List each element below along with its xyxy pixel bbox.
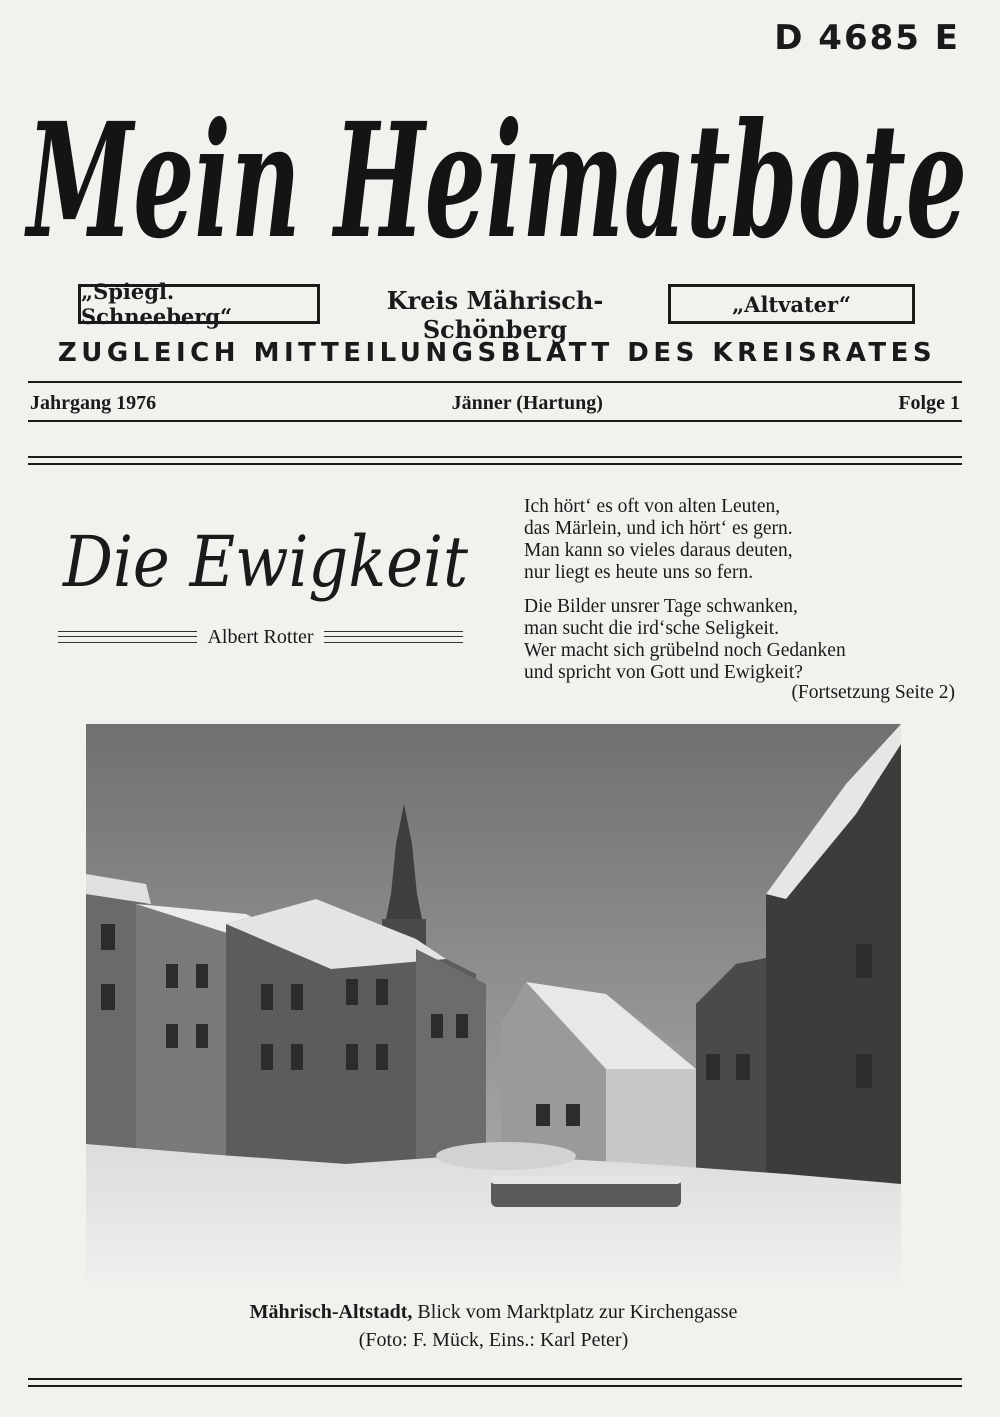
- divider-rule: [28, 463, 962, 465]
- divider-rule: [28, 456, 962, 458]
- town-square-photo: [86, 724, 901, 1286]
- region-right-label: „Altvater“: [732, 291, 851, 317]
- poem-line: nur liegt es heute uns so fern.: [524, 562, 754, 583]
- divider-rule: [28, 1378, 962, 1380]
- divider-rule: [28, 1385, 962, 1387]
- region-box-right: [668, 284, 915, 324]
- poem-line: man sucht die ird‘sche Seligkeit.: [524, 618, 780, 639]
- poem: [524, 496, 964, 696]
- article-title-graphic: [58, 508, 478, 608]
- continuation-note: (Fortsetzung Seite 2): [791, 682, 955, 703]
- poem-line: Wer macht sich grübelnd noch Gedanken: [524, 640, 846, 661]
- article-title: Die Ewigkeit: [61, 521, 469, 603]
- poem-line: Man kann so vieles daraus deuten,: [524, 540, 793, 561]
- poem-stanza: [524, 596, 964, 684]
- author-row: [58, 624, 463, 650]
- district-label: Kreis Mährisch-Schönberg: [386, 286, 604, 344]
- poem-stanza: [524, 496, 964, 584]
- region-box-left: [78, 279, 320, 329]
- volume-label: Jahrgang 1976: [30, 392, 157, 414]
- divider-rule: [28, 381, 962, 383]
- month-label: Jänner (Hartung): [451, 392, 603, 414]
- divider-rule: [28, 420, 962, 422]
- subtitle: ZUGLEICH MITTEILUNGSBLATT DES KREISRATES: [57, 338, 937, 368]
- poem-line: und spricht von Gott und Ewigkeit?: [524, 662, 803, 683]
- poem-line: das Märlein, und ich hört‘ es gern.: [524, 518, 793, 539]
- caption-place: Mährisch-Altstadt,: [249, 1301, 413, 1323]
- ornament-rule-right: [324, 631, 463, 643]
- caption-line: [86, 1298, 901, 1326]
- masthead-logo: [20, 56, 975, 278]
- poem-line: Die Bilder unsrer Tage schwanken,: [524, 596, 798, 617]
- masthead-title: Mein Heimatbote: [23, 89, 968, 274]
- caption-text: Blick vom Marktplatz zur Kirchengasse: [412, 1301, 738, 1323]
- issue-line: [30, 392, 960, 415]
- ornament-rule-left: [58, 631, 197, 643]
- issue-number: Folge 1: [898, 392, 960, 414]
- photo-caption: [86, 1298, 901, 1354]
- region-left-label: „Spiegl. Schneeberg“: [81, 279, 233, 329]
- postal-code: D 4685 E: [774, 18, 960, 58]
- author-name: Albert Rotter: [207, 625, 314, 648]
- photo-credit: (Foto: F. Mück, Eins.: Karl Peter): [358, 1329, 629, 1351]
- poem-line: Ich hört‘ es oft von alten Leuten,: [524, 496, 781, 517]
